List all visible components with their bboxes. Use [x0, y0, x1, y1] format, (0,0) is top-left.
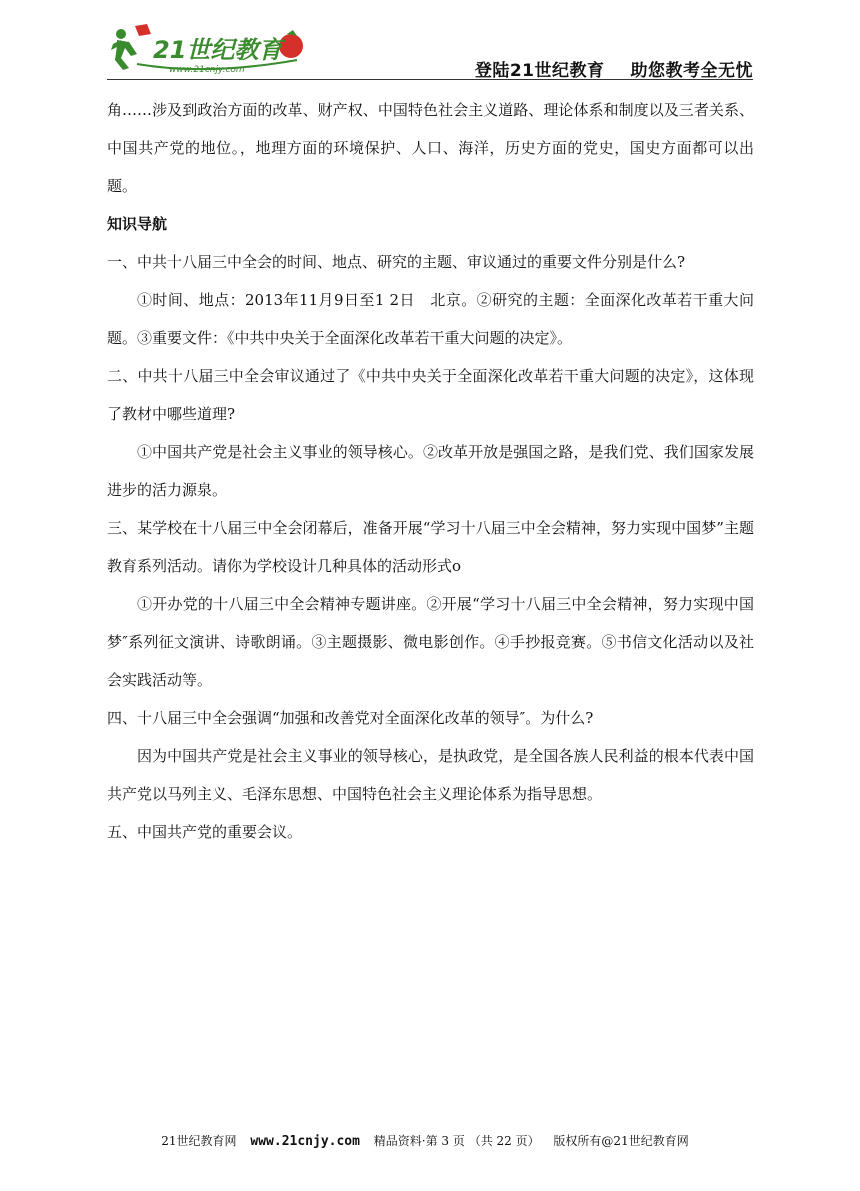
slogan-motto: 助您教考全无忧	[630, 61, 753, 81]
question-5: 五、中国共产党的重要会议。	[107, 823, 303, 841]
answer-2: ①中国共产党是社会主义事业的领导核心。②改革开放是强国之路，是我们党、我们国家发展进步的活力源泉。	[107, 443, 754, 499]
intro-paragraph: 角……涉及到政治方面的改革、财产权、中国特色社会主义道路、理论体系和制度以及三者关系、中国共产党的地位。，地理方面的环境保护、人口、海洋，历史方面的党史，国史方面都可以出题。	[107, 101, 754, 195]
question-4: 四、十八届三中全会强调“加强和改善党对全面深化改革的领导″。为什么?	[107, 709, 594, 727]
21cnjy-logo	[107, 20, 307, 80]
running-figure-icon	[111, 29, 137, 70]
page-header	[107, 20, 753, 82]
tomato-icon	[279, 34, 303, 58]
header-slogan	[475, 56, 753, 81]
flag-icon	[135, 24, 151, 36]
question-3: 三、某学校在十八届三中全会闭幕后，准备开展“学习十八届三中全会精神，努力实现中国梦”主题教育系列活动。请你为学校设计几种具体的活动形式o	[107, 519, 754, 575]
header-divider	[107, 79, 753, 80]
footer-page-info: 精品资料·第 3 页 （共 22 页）	[373, 1134, 540, 1148]
question-2: 二、中共十八届三中全会审议通过了《中共中央关于全面深化改革若干重大问题的决定》，这体现了教材中哪些道理?	[107, 367, 754, 423]
footer-site: 21世纪教育网	[161, 1134, 237, 1148]
section-title: 知识导航	[107, 215, 168, 233]
page-footer	[0, 1132, 860, 1149]
footer-copyright: 版权所有@21世纪教育网	[553, 1134, 689, 1148]
slogan-login: 登陆21世纪教育	[474, 61, 605, 81]
answer-1: ①时间、地点：2013年11月9日至1 2日 北京。②研究的主题：全面深化改革若干重大问题。③重要文件：《中共中央关于全面深化改革若干重大问题的决定》。	[107, 291, 754, 347]
logo-wordmark: 21世纪教育	[153, 36, 283, 64]
logo-url: www.21cnjy.com	[169, 65, 245, 75]
question-1: 一、中共十八届三中全会的时间、地点、研究的主题、审议通过的重要文件分别是什么?	[107, 253, 686, 271]
answer-4: 因为中国共产党是社会主义事业的领导核心，是执政党，是全国各族人民利益的根本代表中国共产党以马列主义、毛泽东思想、中国特色社会主义理论体系为指导思想。	[107, 747, 754, 803]
footer-web-link[interactable]: www.21cnjy.com	[250, 1134, 360, 1149]
answer-3: ①开办党的十八届三中全会精神专题讲座。②开展“学习十八届三中全会精神，努力实现中国梦″系列征文演讲、诗歌朗诵。③主题摄影、微电影创作。④手抄报竞赛。⑤书信文化活动以及社会实践活动等。	[107, 595, 754, 689]
document-body	[107, 91, 754, 851]
